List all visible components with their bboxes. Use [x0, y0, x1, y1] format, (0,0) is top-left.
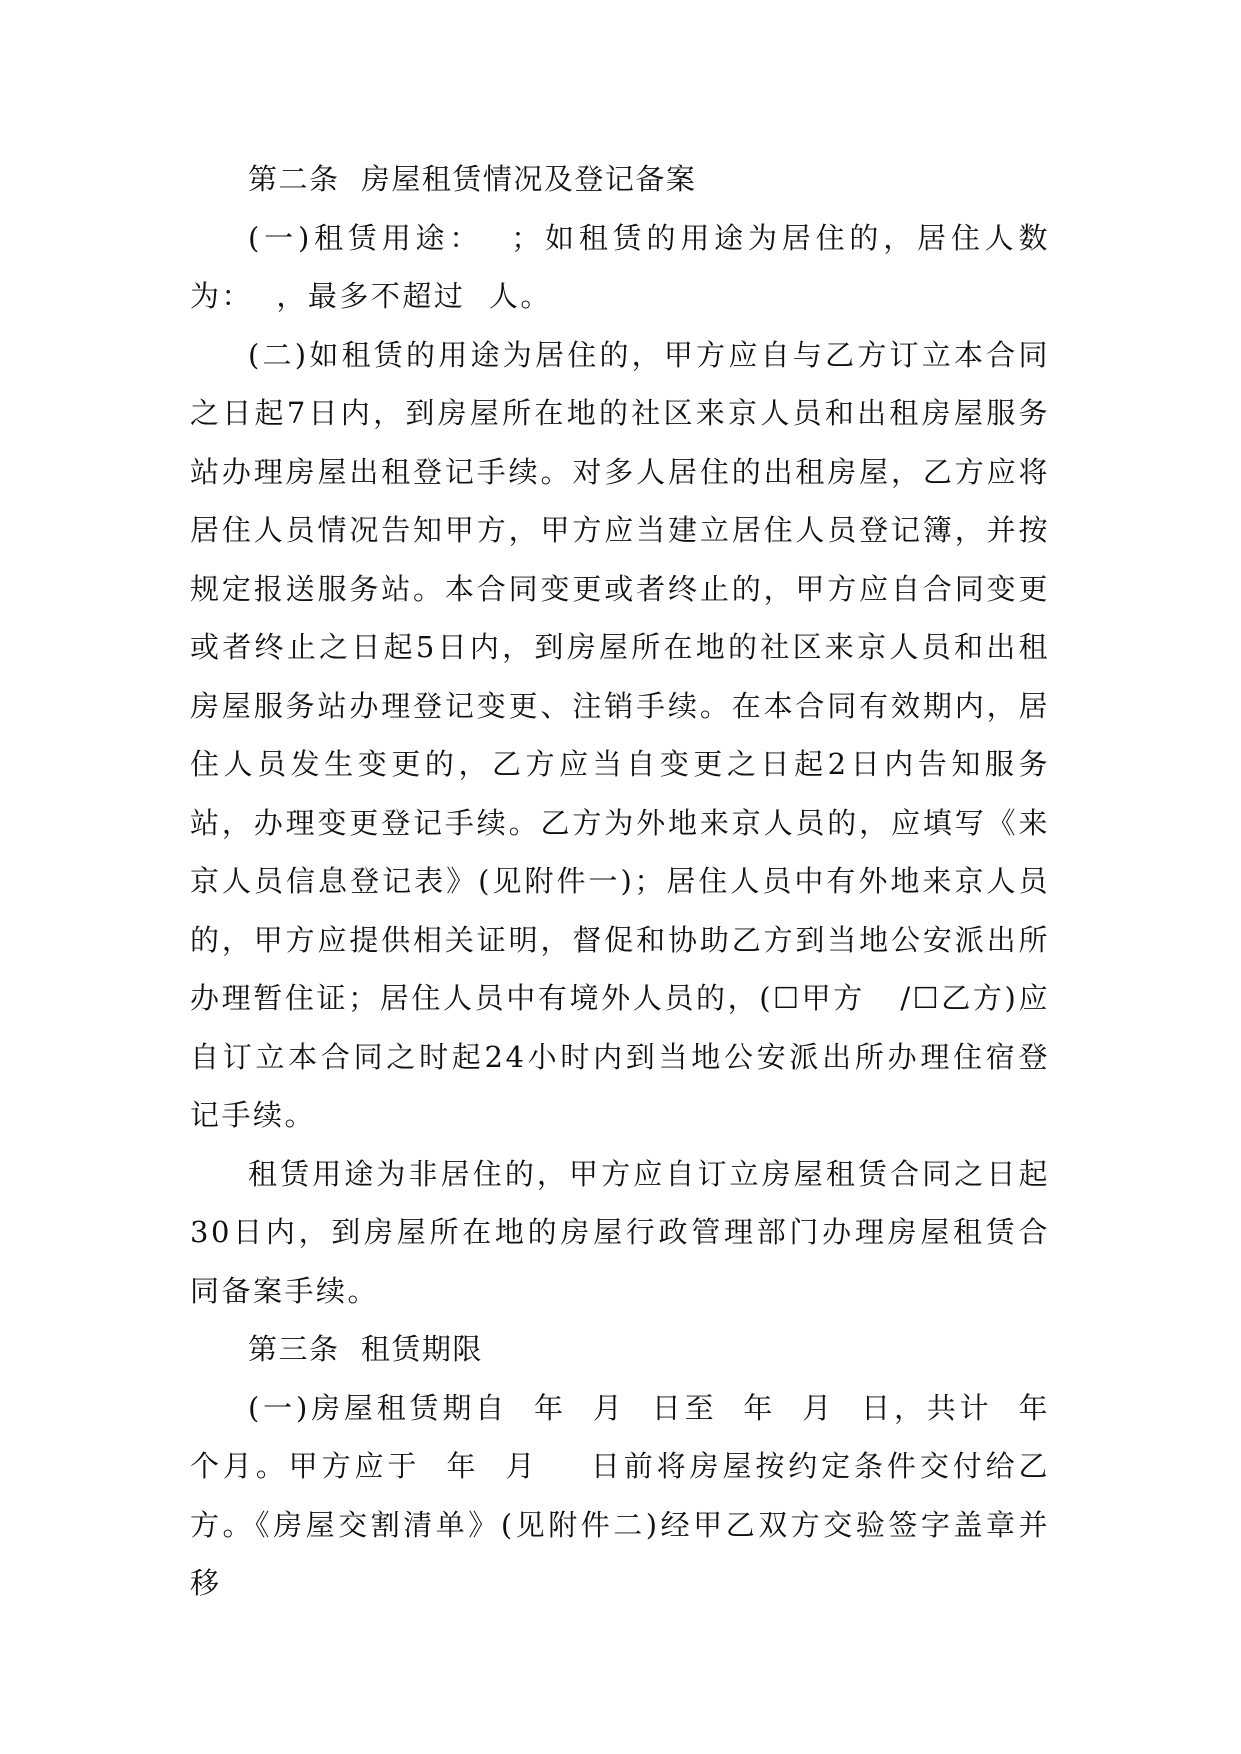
article-3-heading: 第三条 租赁期限	[248, 1332, 483, 1366]
clause-2-1-rental-purpose: (一)租赁用途： ；如租赁的用途为居住的，居住人数为： ，最多不超过 人。	[190, 220, 1050, 313]
article-2-heading: 第二条 房屋租赁情况及登记备案	[248, 162, 697, 196]
clause-2-non-residential-filing: 租赁用途为非居住的，甲方应自订立房屋租赁合同之日起30日内，到房屋所在地的房屋行政管理部门办理房屋租赁合同备案手续。	[190, 1156, 1050, 1308]
document-page	[190, 150, 1074, 1613]
clause-3-1-lease-term: (一)房屋租赁期自 年 月 日至 年 月 日，共计 年 个月。甲方应于 年 月 日前将房屋按约定条件交付给乙方。《房屋交割清单》(见附件二)经甲乙双方交验签字盖章并移	[190, 1390, 1074, 1600]
clause-2-2-residential-registration: (二)如租赁的用途为居住的，甲方应自与乙方订立本合同之日起7日内，到房屋所在地的社区来京人员和出租房屋服务站办理房屋出租登记手续。对多人居住的出租房屋，乙方应将居住人员情况告知甲方，甲方应当建立居住人员登记簿，并按规定报送服务站。本合同变更或者终止的，甲方应自合同变更或者终止之日起5日内，到房屋所在地的社区来京人员和出租房屋服务站办理登记变更、注销手续。在本合同有效期内，居住人员发生变更的，乙方应当自变更之日起2日内告知服务站，办理变更登记手续。乙方为外地来京人员的，应填写《来京人员信息登记表》(见附件一)；居住人员中有外地来京人员的，甲方应提供相关证明，督促和协助乙方到当地公安派出所办理暂住证；居住人员中有境外人员的，(☐甲方 /☐乙方)应自订立本合同之时起24小时内到当地公安派出所办理住宿登记手续。	[190, 337, 1050, 1132]
